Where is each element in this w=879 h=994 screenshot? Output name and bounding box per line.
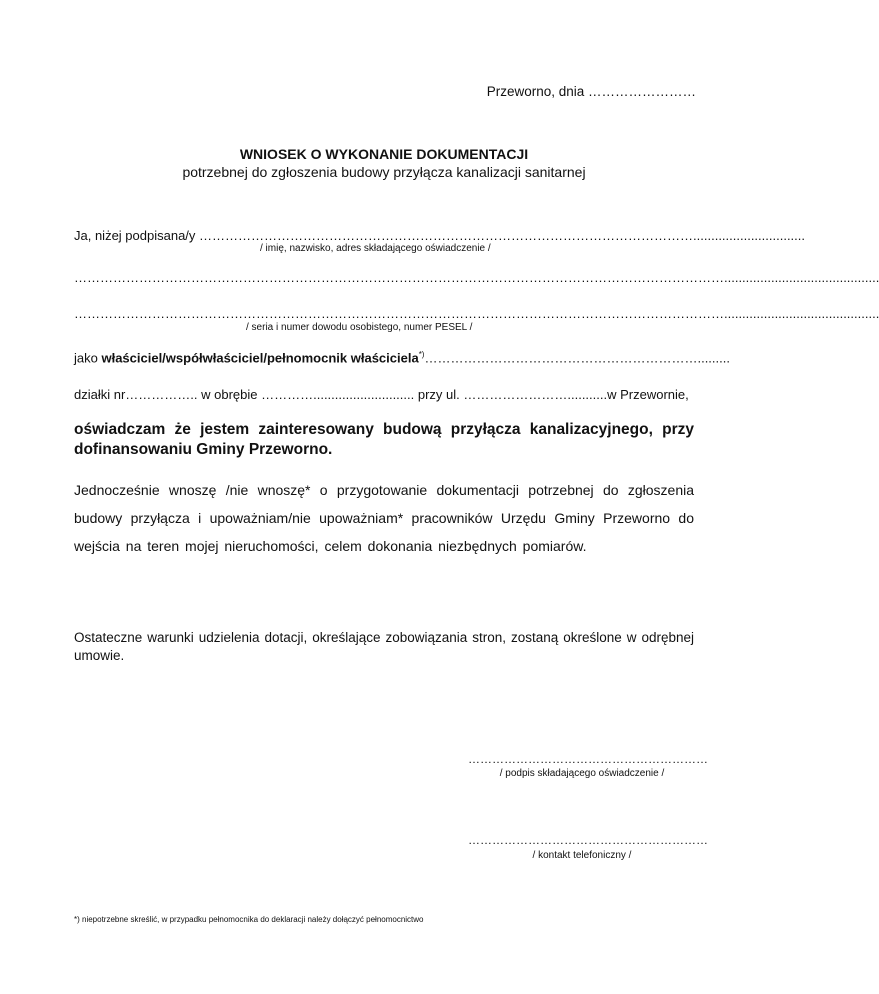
- role-prefix: jako: [74, 350, 102, 366]
- blank-line-2: ……………………………………………………………………………………………………………………………………...........................................: [74, 270, 879, 285]
- request-paragraph: Jednocześnie wnoszę /nie wnoszę* o przygotowanie dokumentacji potrzebnej do zgłoszenia budowy przyłącza i upoważniam/nie upoważniam* pracowników Urzędu Gminy Przeworno do wejścia na teren mojej nieruchomości, celem dokonania niezbędnych pomiarów.: [74, 482, 694, 554]
- document-subtitle: potrzebnej do zgłoszenia budowy przyłącza kanalizacji sanitarnej: [182, 164, 586, 180]
- name-prefix: Ja, niżej podpisana/y: [74, 228, 196, 243]
- name-caption: / imię, nazwisko, adres składającego oświadczenie /: [260, 243, 491, 254]
- role-line: [74, 350, 730, 365]
- id-caption: / seria i numer dowodu osobistego, numer PESEL /: [246, 322, 473, 333]
- signature-caption: / podpis składającego oświadczenie /: [499, 768, 665, 779]
- role-dots: ……………………………………………………….........: [424, 350, 730, 366]
- name-dots: ……………………………………………………………………………………………………...............................: [195, 228, 805, 243]
- signature-dots: ……………………………………………………: [468, 752, 708, 766]
- phone-caption: / kontakt telefoniczny /: [532, 850, 632, 861]
- document-title: WNIOSEK O WYKONANIE DOKUMENTACJI: [239, 146, 529, 162]
- name-line: [74, 228, 805, 243]
- blank-line-3: ……………………………………………………………………………………………………………………………………...........................................: [74, 306, 879, 321]
- role-footnote-mark: *): [418, 350, 425, 359]
- plot-line: działki nr…………….. w obrębie …………............................ przy ul. ……………………...........w Przewornie,: [74, 387, 689, 402]
- role-options: właściciel/współwłaściciel/pełnomocnik właściciela: [101, 350, 419, 366]
- phone-dots: ……………………………………………………: [468, 833, 708, 847]
- conditions-paragraph: Ostateczne warunki udzielenia dotacji, określające zobowiązania stron, zostaną określone w odrębnej umowie.: [74, 630, 694, 663]
- declaration-text: oświadczam że jestem zainteresowany budową przyłącza kanalizacyjnego, przy dofinansowaniu Gminy Przeworno.: [74, 421, 694, 458]
- date-line: Przeworno, dnia ……………………: [486, 84, 696, 99]
- footnote: *) niepotrzebne skreślić, w przypadku pełnomocnika do deklaracji należy dołączyć pełnomocnictwo: [74, 915, 424, 924]
